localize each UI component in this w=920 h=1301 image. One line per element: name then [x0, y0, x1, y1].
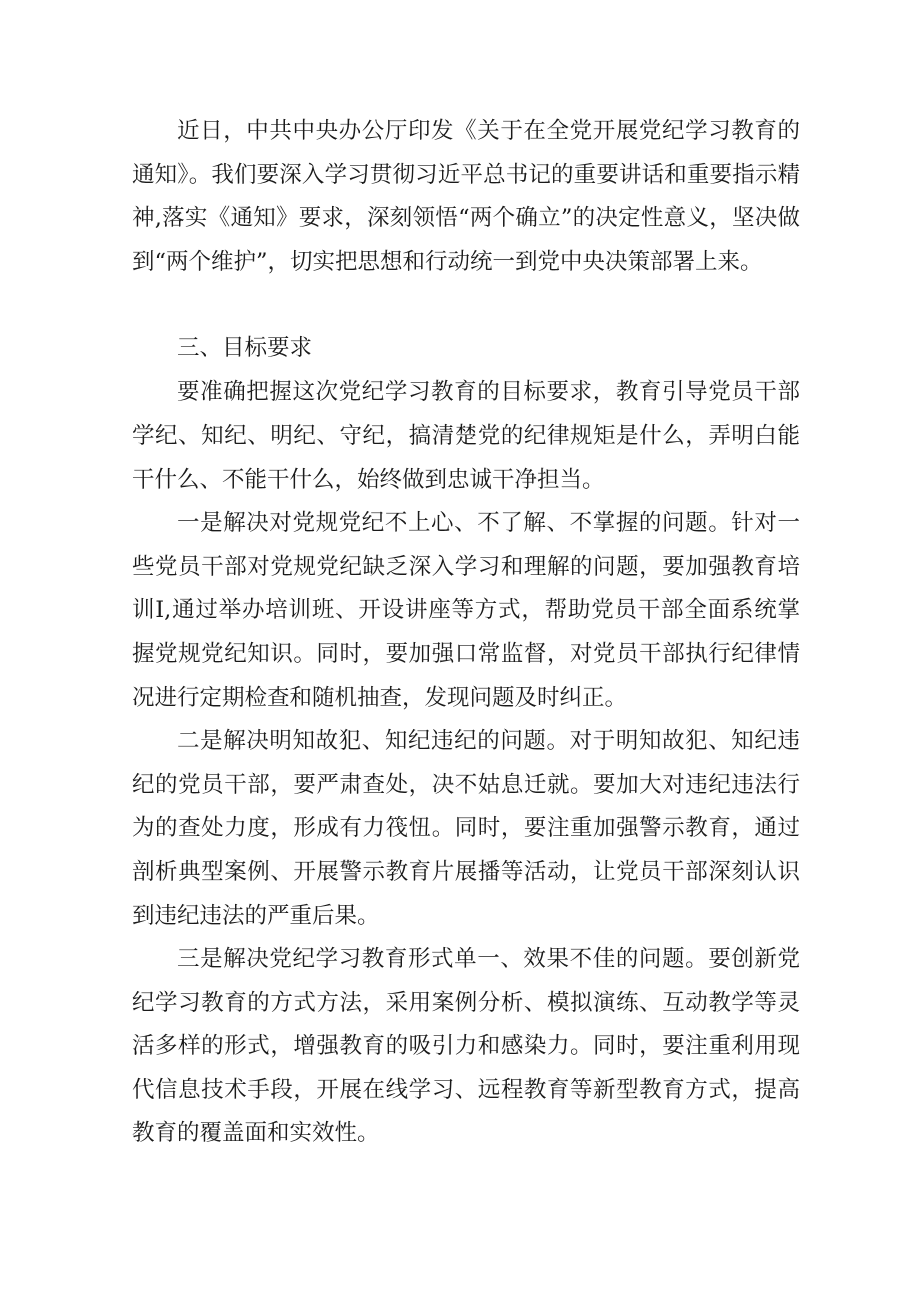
document-body [132, 110, 800, 1156]
paragraph-point-three: 三是解决党纪学习教育形式单一、效果不佳的问题。要创新党纪学习教育的方式方法，采用案例分析、模拟演练、互动教学等灵活多样的形式，增强教育的吸引力和感染力。同时，要注重利用现代信息技术手段，开展在线学习、远程教育等新型教育方式，提高教育的覆盖面和实效性。 [132, 946, 800, 1147]
paragraph-point-one: 一是解决对党规党纪不上心、不了解、不掌握的问题。针对一些党员干部对党规党纪缺乏深入学习和理解的问题，要加强教育培训I,通过举办培训班、开设讲座等方式，帮助党员干部全面系统掌握党规党纪知识。同时，要加强口常监督，对党员干部执行纪律情况进行定期检查和随机抽查，发现问题及时纠正。 [132, 510, 800, 711]
paragraph-goal-overview: 要准确把握这次党纪学习教育的目标要求，教育引导党员干部学纪、知纪、明纪、守纪，搞清楚党的纪律规矩是什么，弄明白能干什么、不能干什么，始终做到忠诚干净担当。 [132, 379, 800, 493]
intro-paragraph: 近日，中共中央办公厅印发《关于在全党开展党纪学习教育的通知》。我们要深入学习贯彻习近平总书记的重要讲话和重要指示精神,落实《通知》要求，深刻领悟“两个确立”的决定性意义，坚决做到“两个维护”，切实把思想和行动统一到党中央决策部署上来。 [132, 118, 800, 275]
section-heading: 三、目标要求 [177, 335, 313, 362]
paragraph-point-two: 二是解决明知故犯、知纪违纪的问题。对于明知故犯、知纪违纪的党员干部，要严肃查处，决不姑息迁就。要加大对违纪违法行为的查处力度，形成有力筏忸。同时，要注重加强警示教育，通过剖析典型案例、开展警示教育片展播等活动，让党员干部深刻认识到违纪违法的严重后果。 [132, 728, 800, 929]
